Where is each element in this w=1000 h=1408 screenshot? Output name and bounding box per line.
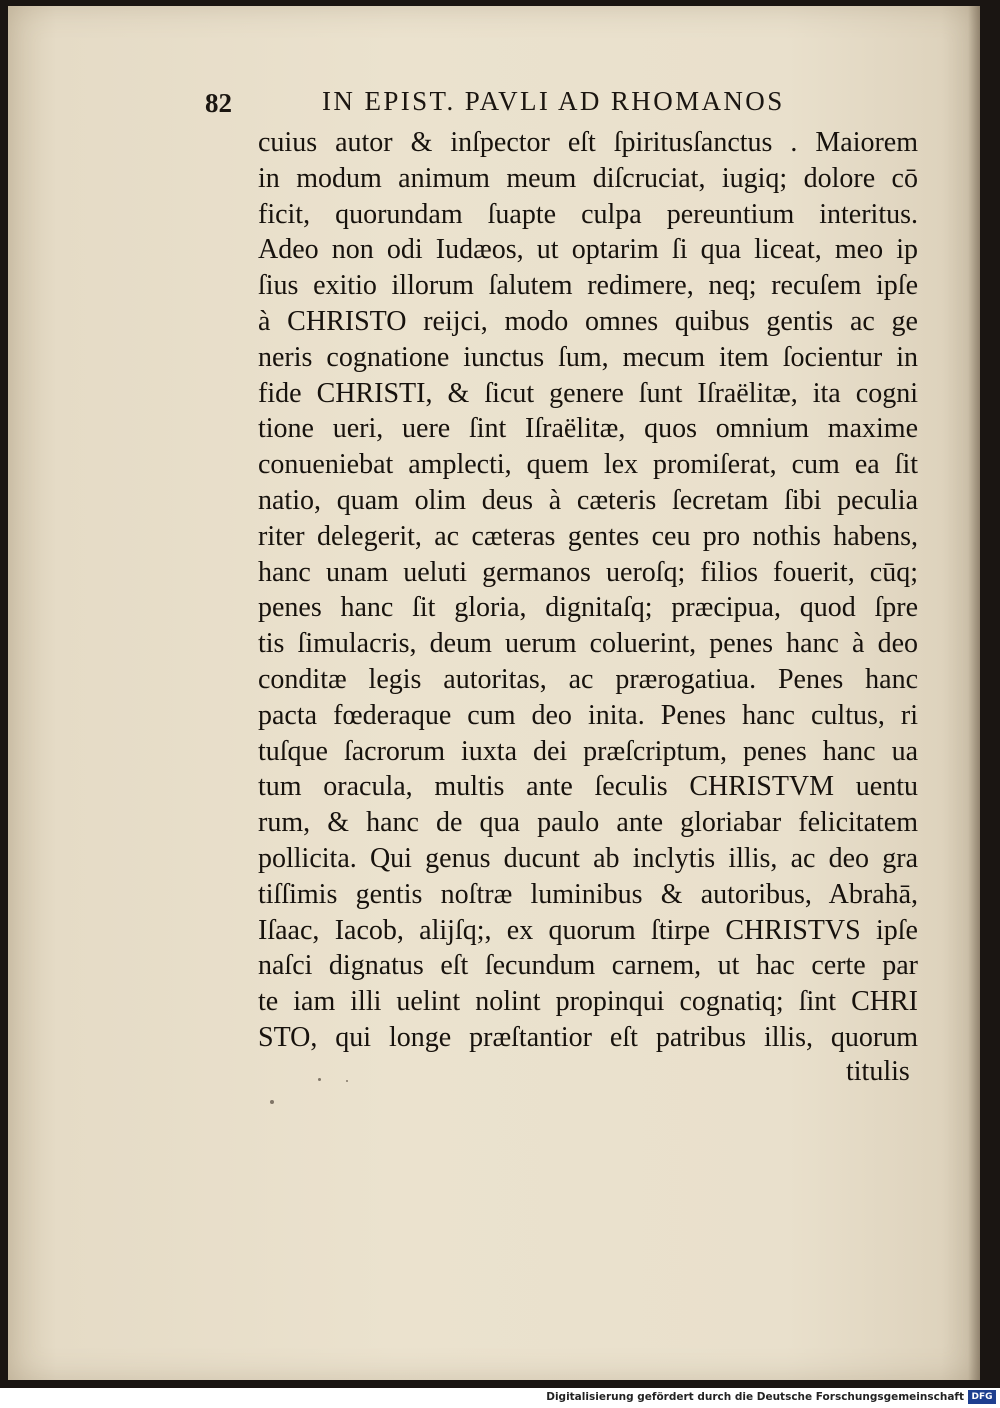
text-line: rum, & hanc de qua paulo ante gloriabar felicitatem [258,807,918,839]
running-head: IN EPIST. PAVLI AD RHOMANOS [322,86,785,116]
text-line: in modum animum meum diſcruciat, iugiq; dolore cō [258,162,918,194]
text-line: riter delegerit, ac cæteras gentes ceu pro nothis habens, [258,520,918,552]
text-line: ficit, quorundam ſuapte culpa pereuntium interitus. [258,198,918,230]
text-line: à CHRISTO reijci, modo omnes quibus gentis ac ge [258,305,918,337]
text-line: natio, quam olim deus à cæteris ſecretam ſibi peculia [258,484,918,516]
body-text [258,125,918,1056]
ink-speck [318,1078,321,1081]
text-line: tuſque ſacrorum iuxta dei præſcriptum, penes hanc ua [258,735,918,767]
text-line: neris cognatione iunctus ſum, mecum item ſocientur in [258,341,918,373]
text-line: conueniebat amplecti, quem lex promiſerat, cum ea ſit [258,449,918,481]
text-line: tis ſimulacris, deum uerum coluerint, penes hanc à deo [258,628,918,660]
text-line: naſci dignatus eſt ſecundum carnem, ut hac certe par [258,950,918,982]
text-line: tiſſimis gentis noſtræ luminibus & autoribus, Abrahā, [258,878,918,910]
page-edge-shadow [968,6,980,1380]
page-number: 82 [205,88,232,118]
text-line: pollicita. Qui genus ducunt ab inclytis illis, ac deo gra [258,842,918,874]
text-line: Adeo non odi Iudæos, ut optarim ſi qua liceat, meo ip [258,234,918,266]
text-line: hanc unam ueluti germanos ueroſq; filios fouerit, cūq; [258,556,918,588]
ink-speck [346,1080,348,1082]
text-line: tum oracula, multis ante ſeculis CHRISTVM uentu [258,771,918,803]
text-line: cuius autor & inſpector eſt ſpiritusſanctus . Maiorem [258,127,918,158]
credit-text: Digitalisierung gefördert durch die Deutsche Forschungsgemeinschaft [546,1391,964,1403]
text-line: ſius exitio illorum ſalutem redimere, neq; recuſem ipſe [258,270,918,302]
ink-speck [270,1100,274,1104]
text-line: pacta fœderaque cum deo inita. Penes hanc cultus, ri [258,699,918,731]
text-line: tione ueri, uere ſint Iſraëlitæ, quos omnium maxime [258,413,918,445]
dfg-logo: DFG [968,1390,996,1404]
text-line: STO, qui longe præſtantior eſt patribus illis, quorum [258,1021,918,1053]
digitization-credit-bar [0,1388,1000,1408]
text-line: conditæ legis autoritas, ac prærogatiua. Penes hanc [258,663,918,695]
catchword: titulis [846,1056,910,1087]
text-line: te iam illi uelint nolint propinqui cognatiq; ſint CHRI [258,986,918,1018]
text-line: Iſaac, Iacob, alijſq;, ex quorum ſtirpe CHRISTVS ipſe [258,914,918,946]
text-line: penes hanc ſit gloria, dignitaſq; præcipua, quod ſpre [258,592,918,624]
text-line: fide CHRISTI, & ſicut genere ſunt Iſraëlitæ, ita cogni [258,377,918,409]
